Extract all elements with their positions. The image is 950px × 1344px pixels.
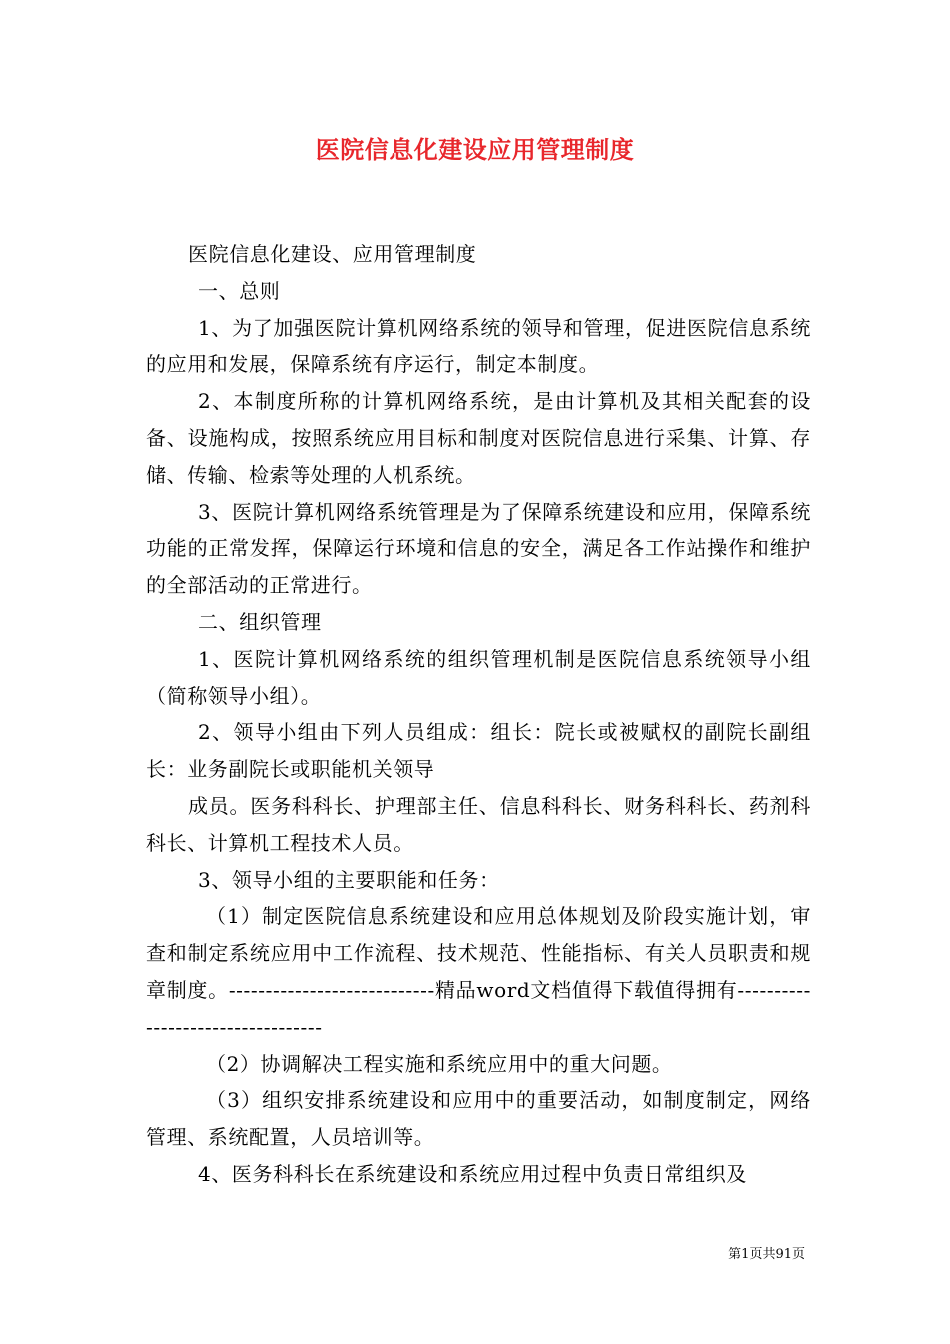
page-number-footer: 第1页共91页 xyxy=(728,1247,805,1262)
paragraph: （3）组织安排系统建设和应用中的重要活动，如制度制定，网络管理、系统配置，人员培训等。 xyxy=(146,1088,811,1150)
paragraph: 2、本制度所称的计算机网络系统，是由计算机及其相关配套的设备、设施构成，按照系统应用目标和制度对医院信息进行采集、计算、存储、传输、检索等处理的人机系统。 xyxy=(146,389,811,487)
page-title: 医院信息化建设应用管理制度 xyxy=(315,136,635,164)
paragraph: （1）制定医院信息系统建设和应用总体规划及阶段实施计划，审查和制定系统应用中工作流程、技术规范、性能指标、有关人员职责和规章制度。----------------------------精品word文档值得下载值得拥有---------------------------------- xyxy=(146,904,811,1039)
paragraph-subtitle: 医院信息化建设、应用管理制度 xyxy=(188,242,477,266)
paragraph-section-1-heading: 一、总则 xyxy=(198,278,281,303)
document-body xyxy=(146,236,811,1193)
paragraph: 2、领导小组由下列人员组成：组长：院长或被赋权的副院长副组长：业务副院长或职能机关领导 xyxy=(146,720,811,782)
paragraph: 1、医院计算机网络系统的组织管理机制是医院信息系统领导小组（简称领导小组）。 xyxy=(146,646,811,708)
paragraph: （2）协调解决工程实施和系统应用中的重大问题。 xyxy=(206,1051,673,1076)
paragraph: 3、领导小组的主要职能和任务： xyxy=(198,867,500,892)
paragraph: 4、医务科科长在系统建设和系统应用过程中负责日常组织及 xyxy=(198,1161,747,1186)
paragraph-section-2-heading: 二、组织管理 xyxy=(198,609,322,634)
paragraph: 1、为了加强医院计算机网络系统的领导和管理，促进医院信息系统的应用和发展，保障系统有序运行，制定本制度。 xyxy=(146,315,811,377)
paragraph: 3、医院计算机网络系统管理是为了保障系统建设和应用，保障系统功能的正常发挥，保障运行环境和信息的安全，满足各工作站操作和维护的全部活动的正常进行。 xyxy=(146,499,811,598)
paragraph: 成员。医务科科长、护理部主任、信息科科长、财务科科长、药剂科科长、计算机工程技术人员。 xyxy=(146,793,811,855)
